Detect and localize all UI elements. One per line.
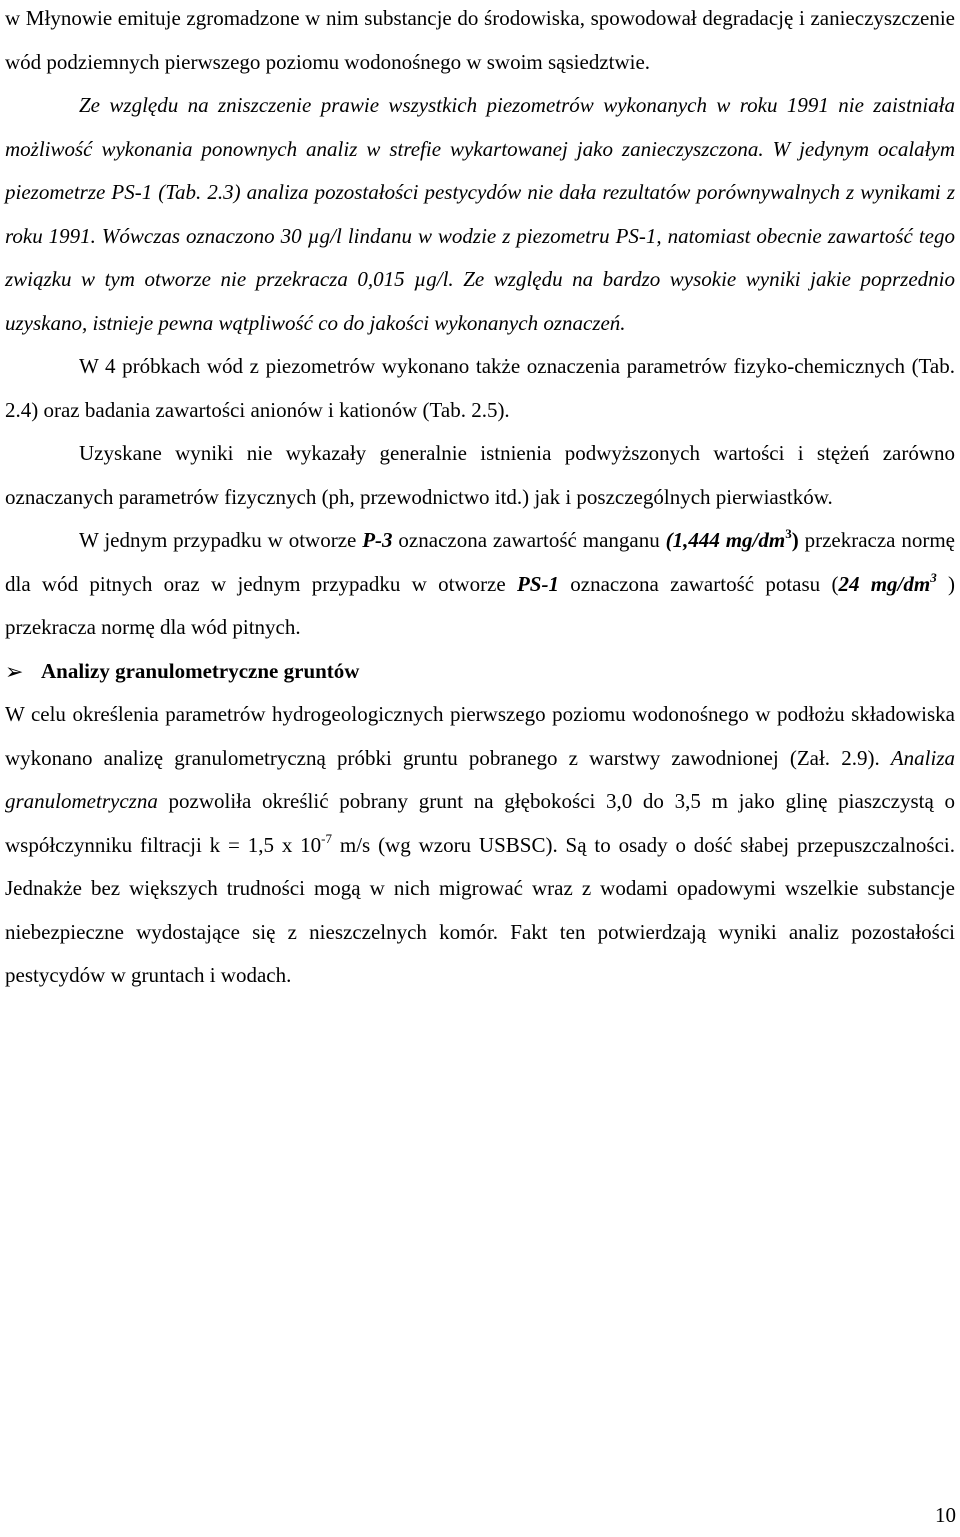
well-p3-label: P-3 [362,528,393,552]
text-segment: W jednym przypadku w otworze [79,528,363,552]
page-number: 10 [935,1503,956,1527]
paragraph-piezometers: Ze względu na zniszczenie prawie wszystkich piezometrów wykonanych w roku 1991 nie zaistniała możliwość wykonania ponownych analiz w strefie wykartowanej jako zanieczyszczona. W jedynym ocalałym piezometrze PS-1 (Tab. 2.3) analiza pozostałości pestycydów nie dała rezultatów porównywalnych z wynikami z roku 1991. Wówczas oznaczono 30 µg/l lindanu w wodzie z piezometru PS-1, natomiast obecnie zawartość tego związku w tym otworze nie przekracza 0,015 µg/l. Ze względu na bardzo wysokie wyniki jakie poprzednio uzyskano, istnieje pewna wątpliwość co do jakości wykonanych oznaczeń. [5,93,955,335]
potassium-value: 24 mg/dm [838,571,931,596]
text-segment: pozwoliła określić pobrany grunt na głębokości 3,0 do 3,5 m jako glinę piaszczystą o współczynniku filtracji k = 1,5 x 10 [5,789,955,857]
well-ps1-label: PS-1 [516,571,559,596]
paragraph-physicochemical: W 4 próbkach wód z piezometrów wykonano także oznaczenia parametrów fizyko-chemicznych (Tab. 2.4) oraz badania zawartości anionów i kationów (Tab. 2.5). [5,354,955,422]
arrow-bullet-icon: ➢ [5,658,24,684]
text-segment: oznaczona zawartość potasu ( [558,571,839,596]
closing-paren: ) [791,528,799,552]
analysis-term: Analiza granulometryczna [5,745,955,813]
manganese-value: (1,444 mg/dm [665,528,786,552]
text-segment: W celu określenia parametrów hydrogeologicznych pierwszego poziomu wodonośnego w podłożu składowiska wykonano analizę granulometryczną próbki gruntu pobranego z warstwy zawodnionej (Zał. 2.9). [5,702,955,770]
text-segment: m/s (wg wzoru USBSC). Są to osady o dość słabej przepuszczalności. Jednakże bez większych trudności mogą w nich migrować wraz z wodami opadowymi wszelkie substancje niebezpieczne wydostające się z nieszczelnych komór. Fakt ten potwierdzają wyniki analiz pozostałości pestycydów w gruntach i wodach. [5,832,955,987]
section-heading-title: Analizy granulometryczne gruntów [41,658,360,683]
superscript: 3 [785,526,792,541]
text-segment: przekracza normę dla wód pitnych oraz w jednym przypadku w otworze [5,528,956,596]
text-segment: ) przekracza normę dla wód pitnych. [5,571,955,639]
document-page [5,0,955,998]
paragraph-results: Uzyskane wyniki nie wykazały generalnie istnienia podwyższonych wartości i stężeń zarówno oznaczanych parametrów fizycznych (ph, przewodnictwo itd.) jak i poszczególnych pierwiastków. [5,441,955,509]
paragraph-manganese-potassium [5,519,955,650]
paragraph-intro: w Młynowie emituje zgromadzone w nim substancje do środowiska, spowodował degradację i zanieczyszczenie wód podziemnych pierwszego poziomu wodonośnego w swoim sąsiedztwie. [5,6,955,74]
superscript: 3 [930,569,937,585]
superscript: -7 [321,830,333,846]
text-segment: oznaczona zawartość manganu [392,528,666,552]
paragraph-granulometry [5,693,955,998]
section-heading [5,650,955,694]
